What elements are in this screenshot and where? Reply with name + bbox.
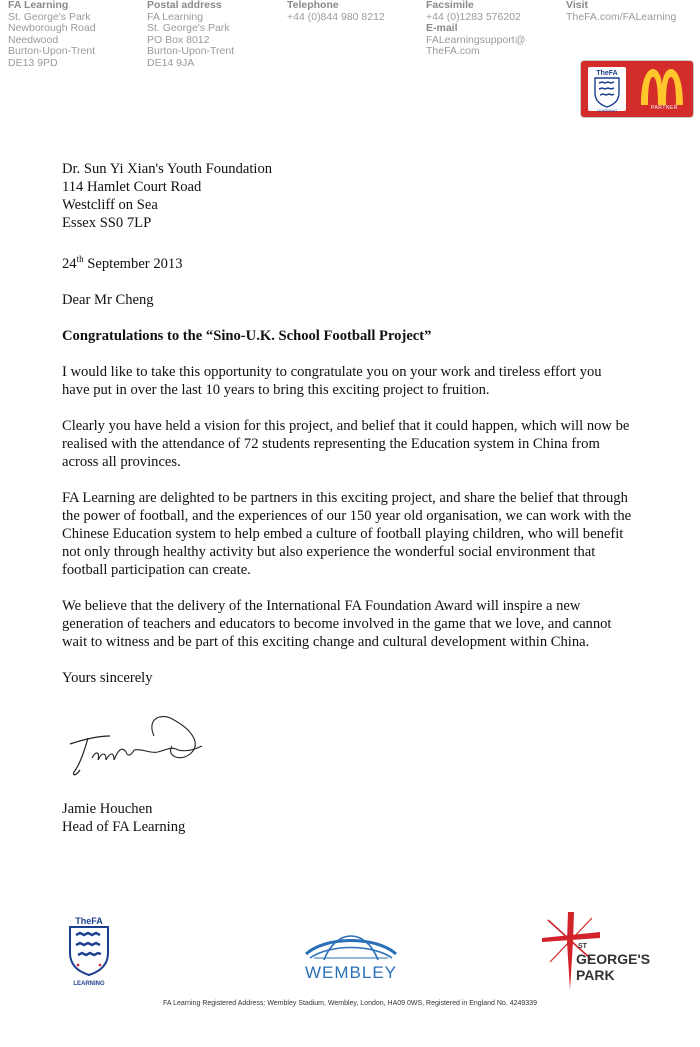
header-heading: Postal address	[147, 0, 222, 11]
fa-logo-text: TheFA	[75, 916, 103, 926]
header-subheading: E-mail	[426, 22, 458, 35]
header-col-fa-learning	[8, 0, 96, 70]
header-line: St. George's Park	[147, 22, 230, 35]
header-col-postal	[147, 0, 234, 70]
handwritten-signature	[62, 706, 212, 786]
header-col-telephone	[287, 0, 385, 23]
st-georges-park-logo-icon	[540, 912, 651, 990]
header-col-facsimile	[426, 0, 525, 58]
header-line: FALearningsupport@	[426, 33, 526, 46]
address-line: Westcliff on Sea	[62, 197, 158, 213]
fa-mcdonalds-partner-badge	[580, 60, 694, 118]
sgp-text-1: ST	[578, 943, 587, 950]
header-line: DE14 9JA	[147, 56, 195, 69]
header-line: St. George's Park	[8, 10, 91, 23]
fa-logo-sub-text: LEARNING	[73, 981, 105, 987]
subject-line: Congratulations to the “Sino-U.K. School Football Project”	[62, 327, 432, 344]
letter-date	[62, 250, 632, 273]
header-line: +44 (0)1283 576202	[426, 10, 521, 23]
header-line: Burton-Upon-Trent	[8, 45, 96, 58]
badge-fa-text: TheFA	[596, 70, 618, 77]
sgp-text-2: GEORGE'S	[576, 951, 651, 967]
header-heading: Visit	[566, 0, 588, 11]
header-line: TheFA.com/FALearning	[566, 10, 677, 23]
wembley-logo-icon	[296, 924, 406, 982]
badge-partner-text: PARTNER	[651, 105, 678, 111]
fa-crest-icon	[585, 65, 629, 113]
date-day: 24	[62, 255, 77, 272]
salutation: Dear Mr Cheng	[62, 291, 154, 308]
body-paragraph: I would like to take this opportunity to congratulate you on your work and tireless effort you have put in over the last 10 years to bring this exciting project to fruition.	[62, 363, 602, 398]
header-line: PO Box 8012	[147, 33, 210, 46]
address-line: 114 Hamlet Court Road	[62, 179, 202, 195]
address-line: Dr. Sun Yi Xian's Youth Foundation	[62, 161, 273, 177]
header-line: Needwood	[8, 33, 59, 46]
header-line: +44 (0)844 980 8212	[287, 10, 385, 23]
header-line: Burton-Upon-Trent	[147, 45, 235, 58]
signer-title: Head of FA Learning	[62, 819, 186, 835]
address-line: Essex SS0 7LP	[62, 215, 152, 231]
badge-learning-text: LEARNING	[596, 108, 618, 113]
header-line: Newborough Road	[8, 22, 96, 35]
signer-block	[62, 800, 185, 836]
letter-body	[62, 160, 632, 687]
wembley-text: WEMBLEY	[304, 963, 398, 982]
signer-name: Jamie Houchen	[62, 801, 153, 817]
registered-address: FA Learning Registered Address: Wembley Stadium, Wembley, London, HA09 0WS, Registered in England No. 4249339	[163, 1000, 537, 1007]
header-col-visit	[566, 0, 676, 23]
date-suffix: th	[76, 254, 84, 264]
header-heading: Facsimile	[426, 0, 474, 11]
header-heading: FA Learning	[8, 0, 69, 11]
recipient-address	[62, 160, 632, 232]
body-paragraph: FA Learning are delighted to be partners in this exciting project, and share the belief that through the power of football, and the experiences of our 150 year old organisation, we can work with the Chinese Education system to help embed a culture of football playing children, who will benefit not only through healthy activity but also experience the wonderful social environment that football participation can create.	[62, 489, 632, 578]
date-rest: September 2013	[83, 255, 183, 272]
header-line: DE13 9PD	[8, 56, 58, 69]
header-line: TheFA.com	[426, 45, 480, 58]
body-paragraph: Clearly you have held a vision for this project, and belief that it could happen, which will now be realised with the attendance of 72 students representing the Education system in China from across all provinces.	[62, 417, 630, 470]
header-line: FA Learning	[147, 10, 204, 23]
sgp-text-3: PARK	[576, 967, 615, 983]
closing: Yours sincerely	[62, 669, 153, 686]
fa-learning-logo-icon	[64, 915, 114, 987]
body-paragraph: We believe that the delivery of the International FA Foundation Award will inspire a new generation of teachers and educators to become involved in the game that we love, and cannot wait to witness and be part of this exciting change and cultural development within China.	[62, 597, 612, 650]
header-heading: Telephone	[287, 0, 339, 11]
